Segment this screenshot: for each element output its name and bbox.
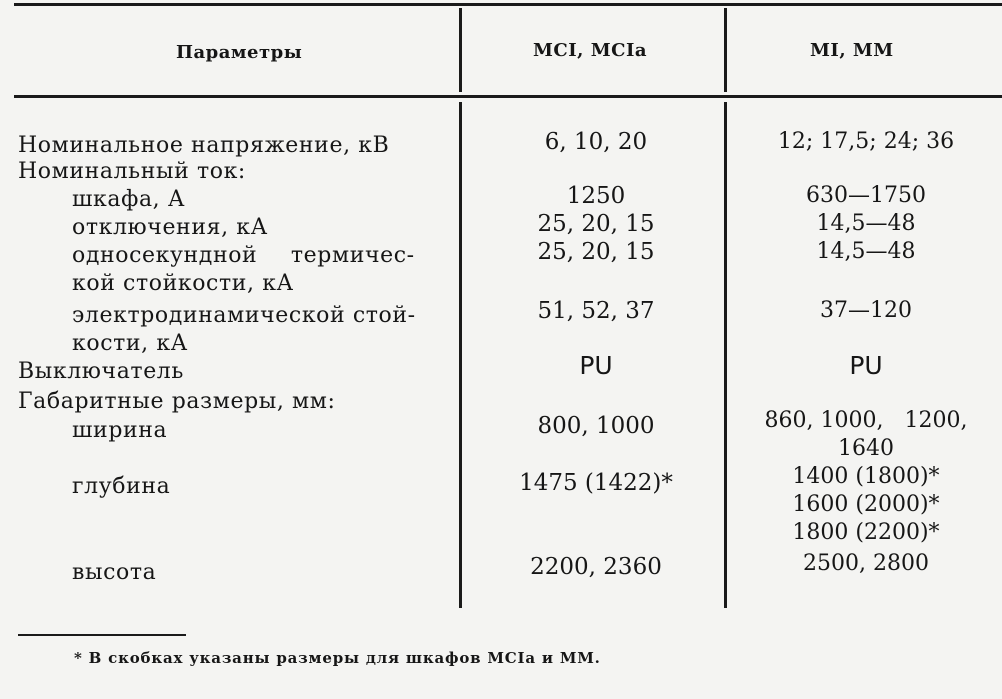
value-mm-height: 2500, 2800 <box>803 551 929 576</box>
param-thermal-line1: односекундной термичес- <box>72 243 415 268</box>
column-divider-1-header <box>459 8 462 92</box>
value-mc-breaking: 25, 20, 15 <box>537 211 655 237</box>
param-switch: Выключатель <box>18 359 184 384</box>
param-dynamic-line1: электродинамической стой- <box>72 303 416 328</box>
header-mi-mm: MI, MM <box>810 40 894 61</box>
header-bottom-rule <box>14 95 1002 98</box>
value-mc-voltage: 6, 10, 20 <box>544 129 648 155</box>
header-mci-mcia: MCI, MCIa <box>533 40 648 61</box>
value-mc-width: 800, 1000 <box>537 413 655 439</box>
value-mm-width-line1: 860, 1000, 1200, <box>764 408 968 433</box>
value-mm-width-line2: 1640 <box>838 436 894 461</box>
param-dynamic-line2: кости, кА <box>72 331 188 356</box>
value-mc-switch: PU <box>579 351 613 380</box>
value-mc-cabinet: 1250 <box>566 183 626 209</box>
value-mc-height: 2200, 2360 <box>530 554 662 580</box>
value-mm-breaking: 14,5—48 <box>816 211 916 236</box>
value-mm-voltage: 12; 17,5; 24; 36 <box>777 129 955 154</box>
param-thermal-line2: кой стойкости, кА <box>72 271 294 296</box>
value-mm-depth-line3: 1800 (2200)* <box>792 520 940 545</box>
footnote-rule <box>18 634 186 636</box>
column-divider-1-body <box>459 102 462 608</box>
param-depth: глубина <box>72 474 171 499</box>
param-rated-current-heading: Номинальный ток: <box>18 159 246 184</box>
value-mc-thermal: 25, 20, 15 <box>537 239 655 265</box>
param-breaking-current: отключения, кА <box>72 215 268 240</box>
param-dimensions-heading: Габаритные размеры, мм: <box>18 389 336 414</box>
value-mm-thermal: 14,5—48 <box>816 239 916 264</box>
value-mm-depth-line2: 1600 (2000)* <box>792 492 940 517</box>
column-divider-2-header <box>724 8 727 92</box>
value-mm-depth-line1: 1400 (1800)* <box>792 464 940 489</box>
value-mm-switch: PU <box>849 351 883 380</box>
value-mc-dynamic: 51, 52, 37 <box>537 298 655 324</box>
header-parameters: Параметры <box>176 42 303 63</box>
value-mm-cabinet: 630—1750 <box>806 183 926 208</box>
param-cabinet-current: шкафа, А <box>72 187 186 212</box>
footnote: * В скобках указаны размеры для шкафов MCIa и MM. <box>74 649 601 667</box>
param-width: ширина <box>72 418 168 443</box>
value-mc-depth: 1475 (1422)* <box>519 470 673 496</box>
param-rated-voltage: Номинальное напряжение, кВ <box>18 133 390 158</box>
value-mm-dynamic: 37—120 <box>820 298 912 323</box>
table-top-rule <box>14 3 1002 6</box>
param-height: высота <box>72 560 157 585</box>
